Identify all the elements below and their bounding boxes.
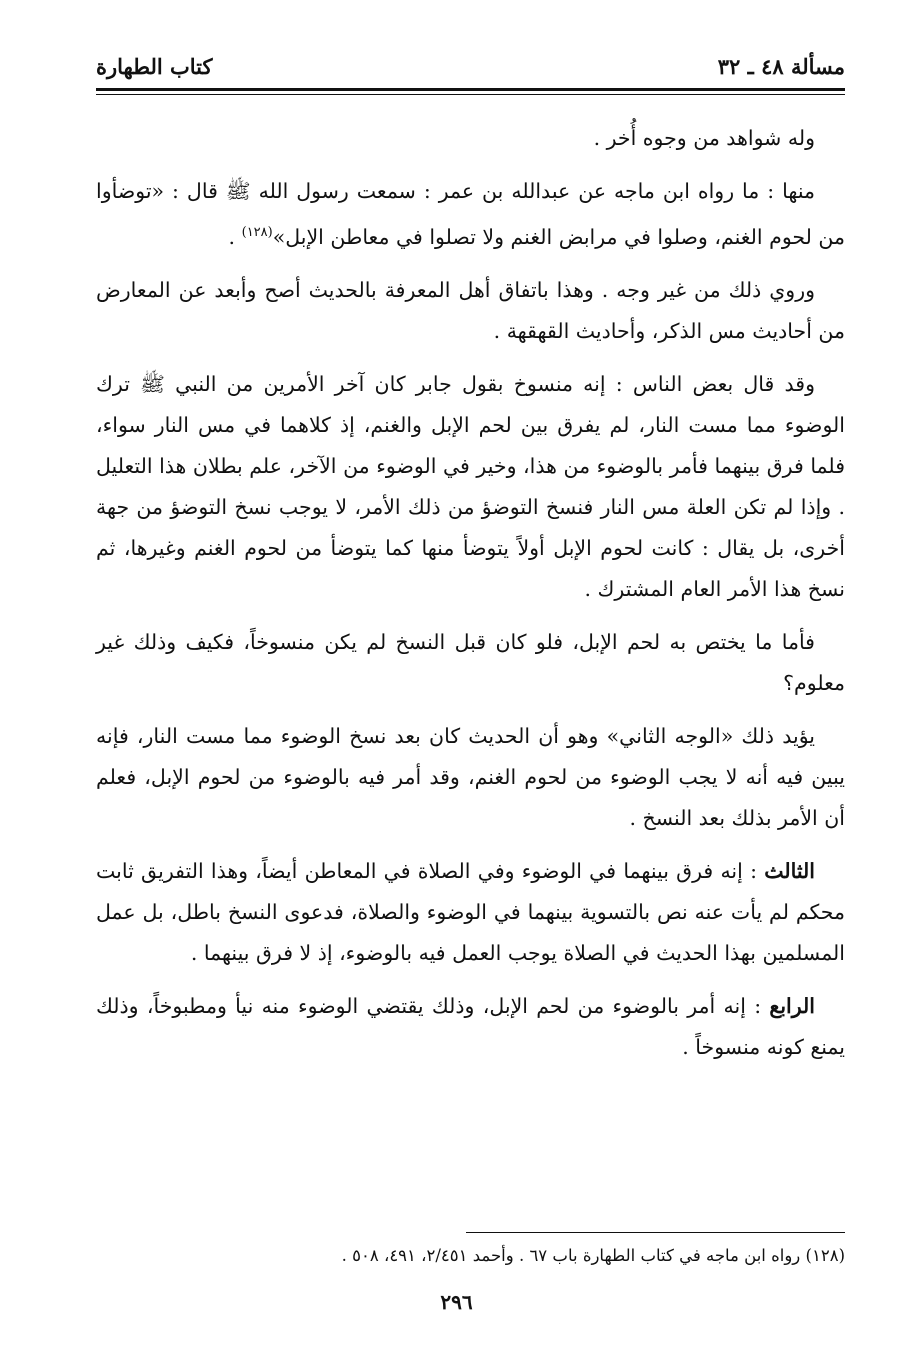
header-section-title: مسألة ٤٨ ـ ٣٢ <box>717 53 845 79</box>
paragraph-1: وله شواهد من وجوه أُخر . <box>593 126 815 150</box>
paragraph-6: يؤيد ذلك «الوجه الثاني» وهو أن الحديث كان بعد نسخ الوضوء مما مست النار، فإنه يبين فيه أنه لا يجب الوضوء من لحوم الغنم، وقد أمر فيه بالوضوء من لحوم الإبل، فعلم أن الأمر بذلك بعد النسخ . <box>96 723 845 830</box>
page-number: ٢٩٦ <box>440 1290 473 1314</box>
running-header <box>96 48 845 84</box>
header-rule-thick <box>96 88 845 91</box>
section-lead-third: الثالث <box>764 858 815 883</box>
paragraph-5: فأما ما يختص به لحم الإبل، فلو كان قبل النسخ لم يكن منسوخاً، فكيف وذلك غير معلوم؟ <box>96 629 845 695</box>
paragraph-4: وقد قال بعض الناس : إنه منسوخ بقول جابر كان آخر الأمرين من النبي ﷺ ترك الوضوء مما مست النار، لم يفرق بين لحم الإبل والغنم، إذ كلاهما في مس النار سواء، فلما فرق بينهما فأمر بالوضوء من هذا، وخير في الوضوء من الآخر، علم بطلان هذا التعليل . وإذا لم تكن العلة مس النار فنسخ التوضؤ من ذلك الأمر، لا يوجب نسخ التوضؤ من جهة أخرى، بل يقال : كانت لحوم الإبل أولاً يتوضأ منها كما يتوضأ من لحوم الغنم وغيرها، ثم نسخ هذا الأمر العام المشترك . <box>96 371 845 601</box>
header-book-title: كتاب الطهارة <box>96 53 213 79</box>
paragraph-8: الرابع : إنه أمر بالوضوء من لحم الإبل، وذلك يقتضي الوضوء منه نيأ ومطبوخاً، وذلك يمنع كونه منسوخاً . <box>96 993 845 1059</box>
footnote-separator <box>466 1232 845 1233</box>
paragraph-3: وروي ذلك من غير وجه . وهذا باتفاق أهل المعرفة بالحديث أصح وأبعد عن المعارض من أحاديث مس الذكر، وأحاديث القهقهة . <box>96 277 845 343</box>
header-rule-thin <box>96 94 845 95</box>
paragraph-7: الثالث : إنه فرق بينهما في الوضوء وفي الصلاة في المعاطن أيضاً، وهذا التفريق ثابت محكم لم يأت عنه نص بالتسوية بينهما في الوضوء والصلاة، فدعوى النسخ باطل، بل عمل المسلمين بهذا الحديث في الصلاة يوجب العمل فيه بالوضوء، إذ لا فرق بينهما . <box>96 858 845 965</box>
footnote: (١٢٨) رواه ابن ماجه في كتاب الطهارة باب ٦٧ . وأحمد ٢/٤٥١، ٤٩١، ٥٠٨ . <box>341 1246 845 1265</box>
paragraph-2: منها : ما رواه ابن ماجه عن عبدالله بن عمر : سمعت رسول الله ﷺ قال : «توضأوا من لحوم الغنم، وصلوا في مرابض الغنم ولا تصلوا في معاطن الإبل»$^{(١٢٨)}$ . <box>96 179 845 249</box>
section-lead-fourth: الرابع <box>769 993 815 1018</box>
footnote-reference[interactable]: (١٢٨) <box>241 225 273 240</box>
main-text <box>96 118 845 1080</box>
